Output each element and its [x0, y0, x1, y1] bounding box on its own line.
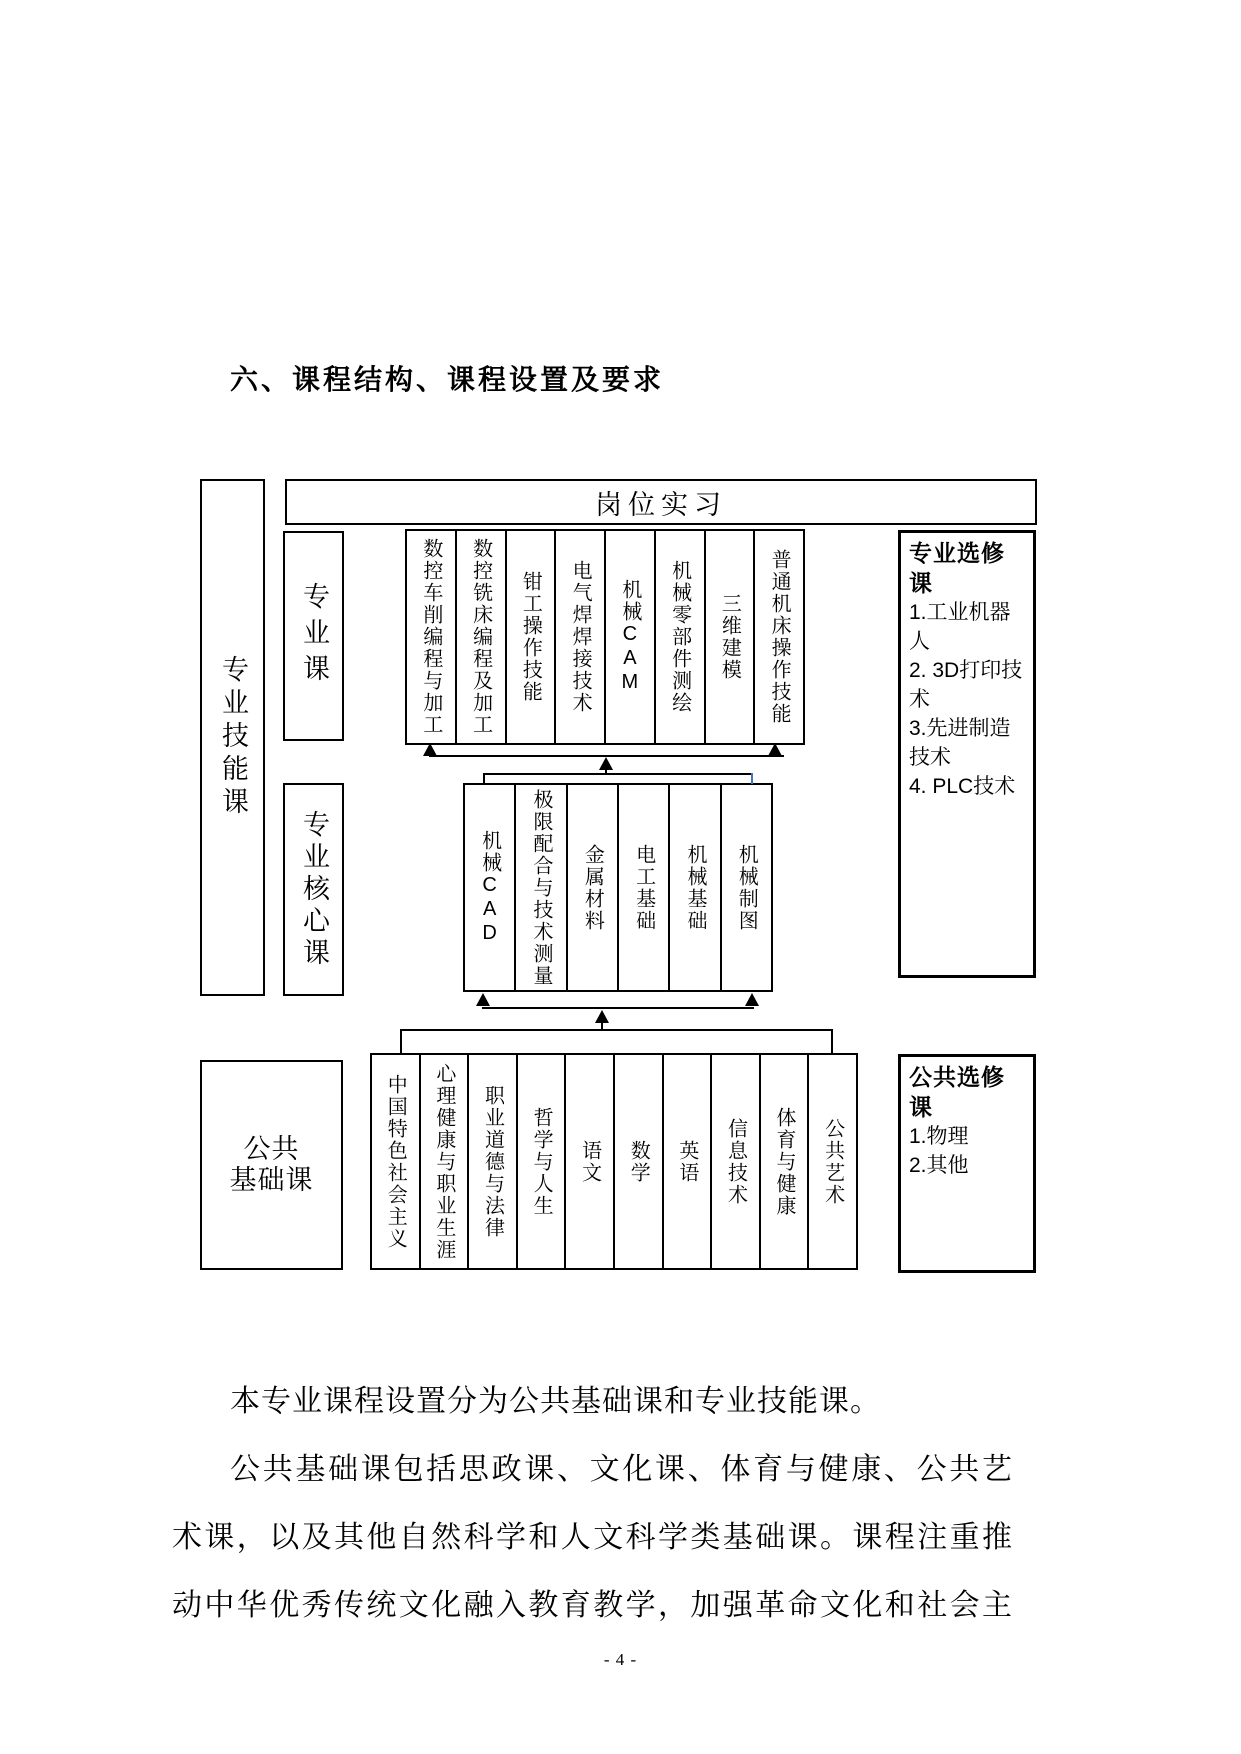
- course-box: [668, 785, 719, 990]
- course-label: 三维建模: [718, 593, 741, 681]
- course-box: [753, 531, 803, 743]
- arrow-up-icon: [745, 993, 759, 1006]
- course-box: [617, 785, 668, 990]
- elective-item: 4. PLC技术: [909, 775, 1016, 798]
- connector-bracket: [483, 773, 753, 775]
- course-box: [613, 1055, 662, 1268]
- connector-tick: [483, 773, 485, 784]
- skill-track-box: [200, 479, 265, 996]
- connector-tick: [831, 1029, 833, 1053]
- course-box: [554, 531, 604, 743]
- course-label: 职业道德与法律: [481, 1084, 504, 1239]
- body-text-line: 术课，以及其他自然科学和人文科学类基础课。课程注重推: [172, 1521, 1012, 1554]
- core-course-label: 专业核心课: [299, 809, 329, 970]
- body-text-line: 本专业课程设置分为公共基础课和专业技能课。: [230, 1385, 881, 1418]
- body-text-line: 动中华优秀传统文化融入教育教学，加强革命文化和社会主: [172, 1589, 1012, 1622]
- elective-item: 2.其他: [909, 1154, 969, 1177]
- course-box: [514, 785, 565, 990]
- course-box: [710, 1055, 759, 1268]
- course-label: 机械基础: [683, 843, 706, 932]
- course-box: [465, 785, 514, 990]
- connector-tick-blue: [751, 773, 753, 784]
- arrow-up-icon: [423, 743, 437, 756]
- course-label: 语文: [578, 1139, 601, 1184]
- course-label: 极限配合与技术测量: [529, 788, 552, 987]
- course-label: 数控车削编程与加工: [419, 538, 442, 736]
- course-box: [372, 1055, 419, 1268]
- course-label: 数控铣床编程及加工: [469, 538, 492, 736]
- public-elective-title: 公共选修课: [909, 1064, 1005, 1120]
- course-box: [455, 531, 505, 743]
- course-box: [604, 531, 654, 743]
- course-box: [720, 785, 771, 990]
- course-label: 英语: [675, 1139, 698, 1184]
- course-label: 哲学与人生: [530, 1106, 553, 1217]
- public-basic-label-line1: 公共: [243, 1134, 300, 1164]
- elective-item: 2. 3D打印技术: [909, 659, 1023, 711]
- professional-elective-box: [898, 530, 1036, 978]
- course-label: 信息技术: [724, 1117, 747, 1206]
- section-title: 六、课程结构、课程设置及要求: [230, 364, 665, 395]
- course-box: [505, 531, 555, 743]
- arrow-up-icon: [768, 743, 782, 756]
- body-text-line: 公共基础课包括思政课、文化课、体育与健康、公共艺: [230, 1453, 1012, 1486]
- elective-item: 3.先进制造技术: [909, 717, 1011, 769]
- elective-item: 1.物理: [909, 1125, 969, 1148]
- course-label: 机械制图: [735, 843, 758, 932]
- course-box: [516, 1055, 565, 1268]
- skill-track-label: 专业技能课: [218, 655, 248, 820]
- course-box: [564, 1055, 613, 1268]
- professional-elective-title: 专业选修课: [909, 540, 1005, 596]
- core-course-label-box: [283, 783, 344, 996]
- course-box: [807, 1055, 856, 1268]
- course-label: 公共艺术: [821, 1117, 844, 1206]
- course-box: [407, 531, 455, 743]
- public-basic-label-line2: 基础课: [229, 1165, 314, 1195]
- course-label: 体育与健康: [773, 1106, 796, 1217]
- professional-course-label-box: [283, 531, 344, 741]
- course-label: 中国特色社会主义: [384, 1073, 407, 1250]
- course-label: 金属材料: [581, 843, 604, 932]
- course-box: [654, 531, 704, 743]
- course-label: 普通机床操作技能: [768, 549, 791, 725]
- course-box: [467, 1055, 516, 1268]
- course-label: 电气焊焊接技术: [569, 560, 592, 714]
- course-label: 机械零部件测绘: [668, 560, 691, 714]
- course-box: [662, 1055, 711, 1268]
- professional-course-label: 专业课: [299, 582, 329, 690]
- course-box: [759, 1055, 808, 1268]
- core-courses-strip: [463, 783, 773, 992]
- connector-tick: [400, 1029, 402, 1053]
- public-basic-label-box: [200, 1060, 343, 1270]
- page-number: - 4 -: [603, 1650, 638, 1669]
- course-label: 电工基础: [632, 843, 655, 932]
- course-label: 机械CAD: [478, 829, 501, 946]
- course-label: 钳工操作技能: [519, 571, 542, 703]
- internship-box: [285, 479, 1037, 525]
- course-label: 数学: [627, 1139, 650, 1184]
- professional-courses-strip: [405, 529, 805, 745]
- connector-line: [482, 1007, 754, 1009]
- connector-bracket: [400, 1029, 833, 1031]
- course-box: [566, 785, 617, 990]
- course-label: 机械CAM: [618, 579, 641, 695]
- internship-label: 岗位实习: [595, 489, 727, 520]
- course-box: [704, 531, 754, 743]
- course-box: [419, 1055, 468, 1268]
- public-elective-box: [898, 1054, 1036, 1273]
- course-label: 心理健康与职业生涯: [432, 1062, 455, 1261]
- public-courses-strip: [370, 1053, 858, 1270]
- arrow-up-icon: [476, 993, 490, 1006]
- elective-item: 1.工业机器人: [909, 601, 1011, 653]
